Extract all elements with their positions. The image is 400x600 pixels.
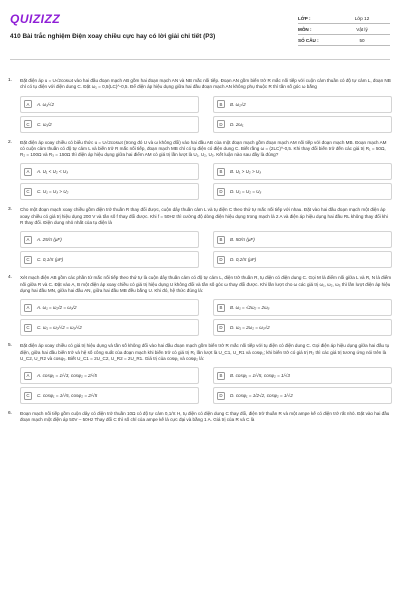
answer-option[interactable] [20, 183, 199, 200]
option-letter-box: A [24, 304, 32, 312]
answer-option[interactable] [20, 387, 199, 404]
option-letter-box: D [217, 324, 225, 332]
meta-row [298, 13, 390, 24]
answer-option[interactable] [20, 367, 199, 384]
option-letter-box: B [217, 304, 225, 312]
question-body [20, 411, 392, 424]
question-item [8, 343, 392, 404]
answer-option[interactable] [20, 231, 199, 248]
question-item [8, 78, 392, 133]
option-text: D. U₁ = U₂ = U₃ [230, 189, 262, 195]
document-title: 410 Bài trắc nghiệm Điện xoay chiều cực hay có lời giải chi tiết (P3) [10, 33, 216, 40]
meta-label: MÔN : [298, 26, 312, 32]
option-text: A. 25/π (μF) [37, 237, 62, 243]
option-letter-box: C [24, 188, 32, 196]
question-list [8, 78, 392, 431]
question-text: Đoạn mạch nối tiếp gồm cuộn dây có điện trở thuần 10Ω có độ tự cảm 0,1/π H, tụ điện có điện dung C thay đổi, điện trở thuần R và một ampe kế có điện trở rất nhỏ. Đặt vào hai đầu đoạn mạch một điện áp 50V – 50Hz Thay đổi C thì số chỉ của ampe kế là cực đại và bằng 1 A. Giá trị của R và C là [20, 411, 390, 423]
option-text: C. cosφ₁ = 1/√5, cosφ₂ = 2/√5 [37, 393, 98, 399]
option-text: C. U₁ = U₃ > U₂ [37, 189, 69, 195]
option-text: B. U₁ > U₂ > U₃ [230, 169, 262, 175]
option-letter-box: B [217, 168, 225, 176]
meta-value: Vật lý [356, 26, 368, 32]
option-text: C. ω₁/2 [37, 121, 52, 127]
option-text: D. cosφ₁ = 1/2√2, cosφ₂ = 1/√2 [230, 393, 293, 399]
option-letter-box: C [24, 324, 32, 332]
header-divider [10, 59, 390, 60]
question-item [8, 207, 392, 268]
question-number: 4. [8, 275, 13, 281]
answer-option[interactable] [213, 251, 392, 268]
meta-label: SỐ CÂU : [298, 37, 319, 43]
answer-option[interactable] [20, 116, 199, 133]
answer-options [20, 367, 392, 404]
answer-option[interactable] [20, 96, 199, 113]
answer-option[interactable] [213, 163, 392, 180]
option-text: B. cosφ₁ = 1/√5, cosφ₂ = 1/√3 [230, 373, 290, 379]
question-text: Đặt điện áp xoay chiều có biểu thức u = U√2cosωt (trong đó U và ω không đổi) vào hai đầu AB của một đoạn mạch gồm đoạn mạch AM nối tiếp với đoạn mạch MB. Đoạn mạch AM có cuộn cảm thuần có độ tự cảm L và biến trở R mắc nối tiếp, đoạn mạch MB chỉ có tụ điện có điện dung C. Biết rằng ω = (2LC)^-0,5. Khi thay đổi biến trở đến các giá trị R₁ = 50Ω, R₂ = 100Ω và R₃ = 150Ω thì điện áp hiệu dụng giữa hai điểm AM có giá trị lần lượt là U₁, U₂, U₃. Kết luận nào sau đây là đúng? [20, 139, 387, 158]
question-body [20, 140, 392, 201]
option-letter-box: D [217, 256, 225, 264]
option-text: B. ω₁√2 [230, 101, 246, 107]
question-number: 5. [8, 343, 13, 349]
answer-option[interactable] [213, 96, 392, 113]
meta-row [298, 35, 390, 46]
option-text: D. 2ω₁ [230, 121, 244, 127]
question-body [20, 343, 392, 404]
question-body [20, 207, 392, 268]
option-letter-box: C [24, 120, 32, 128]
question-item [8, 275, 392, 336]
worksheet-meta [298, 13, 390, 46]
meta-row [298, 24, 390, 35]
option-letter-box: D [217, 188, 225, 196]
question-text: Đặt điện áp u = U√2cosωt vào hai đầu đoạn mạch AB gồm hai đoạn mạch AN và NB mắc nối tiếp. Đoạn AN gồm biến trở R mắc nối tiếp với cuộn cảm thuần có độ tự cảm L, đoạn NB chỉ có tụ điện với điện dung C. Đặt ω₁ = 0,5(LC)^-0,5. Để điện áp hiệu dụng giữa hai đầu đoạn mạch AN không phụ thuộc R thì tần số góc ω bằng [20, 78, 391, 90]
option-letter-box: B [217, 236, 225, 244]
question-text: Đặt điện áp xoay chiều có giá trị hiệu dụng và tần số không đổi vào hai đầu đoạn mạch gồm biến trở R mắc nối tiếp với tụ điện có điện dung C. Gọi điện áp hiệu dụng giữa hai đầu tụ điện, giữa hai đầu biến trở và hệ số công suất của đoạn mạch khi biến trở có giá trị R₁ lần lượt là U_C1, U_R1 và cosφ₁; khi biến trở có giá trị R₂ thì các giá trị tương ứng nói trên là U_C2, U_R2 và cosφ₂. Biết U_C1 = 2U_C2, U_R2 = 2U_R1. Giá trị của cosφ₁ và cosφ₂ là: [20, 343, 390, 361]
question-item [8, 140, 392, 201]
answer-option[interactable] [213, 319, 392, 336]
answer-option[interactable] [213, 387, 392, 404]
meta-value: 50 [359, 37, 365, 43]
option-letter-box: A [24, 100, 32, 108]
answer-option[interactable] [213, 116, 392, 133]
question-body [20, 275, 392, 336]
answer-options [20, 231, 392, 268]
option-letter-box: B [217, 100, 225, 108]
option-letter-box: B [217, 372, 225, 380]
question-number: 2. [8, 139, 13, 145]
option-text: D. ω₁ = 2ω₂ = ω₃√2 [230, 325, 270, 331]
option-letter-box: D [217, 392, 225, 400]
answer-options [20, 299, 392, 336]
option-text: C. ω₁ = ω₂/√2 = ω₃/√2 [37, 325, 82, 331]
option-letter-box: C [24, 256, 32, 264]
answer-option[interactable] [213, 183, 392, 200]
option-letter-box: C [24, 392, 32, 400]
option-text: B. ω₁ = √2ω₂ = 2ω₃ [230, 305, 270, 311]
question-text: Xét mạch điện AB gồm các phần tử mắc nối tiếp theo thứ tự là cuộn dây thuần cảm có độ tự cảm L, điện trở thuần R, tụ điện có điện dung C. Gọi M là điểm nối giữa L và R, N là điểm nối giữa R và C. Đặt vào A, B một điện áp xoay chiều có giá trị hiệu dụng U không đổi và tần số góc ω thay đổi được. Khi lần lượt cho ω các giá trị ω₁, ω₂, ω₃ thì lần lượt điện áp hiệu dụng hai đầu MN, giữa hai đầu AN, giữa hai đầu MB đều bằng U. Khi đó, hệ thức đúng là: [20, 275, 392, 293]
question-number: 6. [8, 411, 13, 417]
option-text: C. 0,1/π (μF) [37, 257, 64, 263]
meta-label: LỚP : [298, 15, 311, 21]
answer-option[interactable] [213, 299, 392, 316]
answer-option[interactable] [20, 319, 199, 336]
answer-option[interactable] [20, 299, 199, 316]
option-text: A. U₁ < U₂ < U₃ [37, 169, 69, 175]
option-letter-box: A [24, 168, 32, 176]
answer-option[interactable] [213, 367, 392, 384]
option-letter-box: A [24, 372, 32, 380]
option-text: A. ω₁/√2 [37, 101, 54, 107]
question-text: Cho một đoạn mạch xoay chiều gồm điện trở thuần R thay đổi được, cuộn dây thuần cảm L và tụ điện C theo thứ tự mắc nối tiếp với nhau. Đặt vào hai đầu đoạn mạch một điện áp xoay chiều có giá trị hiệu dụng 200 V và tần số f thay đổi được. Khi f = 50Hz thì cường độ dòng điện hiệu dụng trong mạch là 2 A và điện áp hiệu dụng hai đầu RL không thay đổi khi R thay đổi. Điện dung nhỏ nhất của tụ điện là [20, 207, 388, 226]
meta-value: Lớp 12 [354, 15, 370, 21]
question-number: 3. [8, 207, 13, 213]
question-number: 1. [8, 78, 13, 83]
question-body [20, 78, 392, 133]
answer-options [20, 96, 392, 133]
answer-option[interactable] [20, 163, 199, 180]
option-text: B. 50/π (μF) [230, 237, 255, 243]
answer-option[interactable] [213, 231, 392, 248]
option-letter-box: A [24, 236, 32, 244]
answer-option[interactable] [20, 251, 199, 268]
question-item [8, 411, 392, 424]
option-text: A. ω₁ = ω₂/2 = ω₃/2 [37, 305, 77, 311]
option-text: A. cosφ₁ = 1/√3, cosφ₂ = 2/√5 [37, 373, 97, 379]
answer-options [20, 163, 392, 200]
quizizz-logo: QUIZIZZ [10, 12, 61, 26]
option-letter-box: D [217, 120, 225, 128]
option-text: D. 0,2/π (μF) [230, 257, 257, 263]
